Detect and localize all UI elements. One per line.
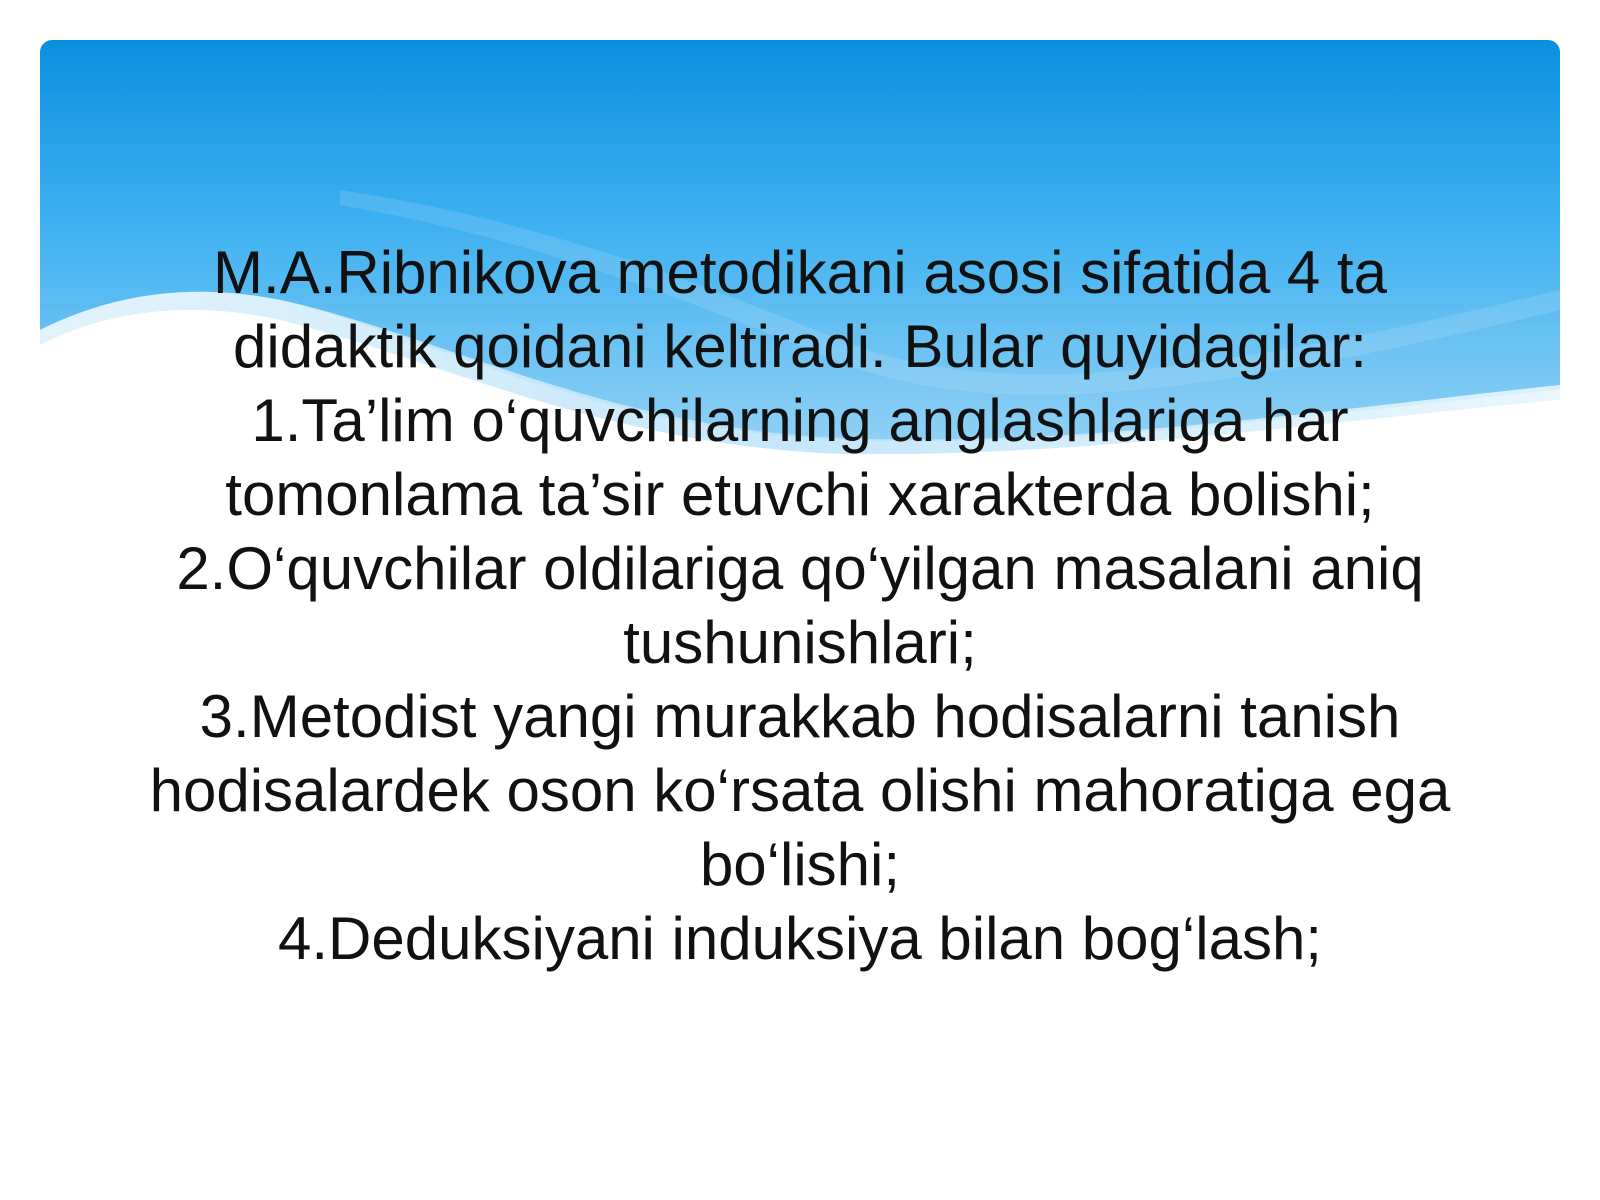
text-line: hodisalardek oson ko‘rsata olishi mahoratiga ega <box>149 757 1451 824</box>
text-line: 2.O‘quvchilar oldilariga qo‘yilgan masalani aniq <box>176 535 1424 602</box>
text-line: M.A.Ribnikova metodikani asosi sifatida 4 ta <box>213 239 1387 306</box>
slide-body-text <box>110 236 1490 976</box>
text-line: 3.Metodist yangi murakkab hodisalarni tanish <box>199 683 1401 750</box>
text-line: 4.Deduksiyani induksiya bilan bog‘lash; <box>278 905 1322 972</box>
text-line: bo‘lishi; <box>699 831 901 898</box>
text-line: 1.Ta’lim o‘quvchilarning anglashlariga har <box>251 387 1349 454</box>
text-line: tushunishlari; <box>623 609 977 676</box>
text-line: tomonlama ta’sir etuvchi xarakterda bolishi; <box>225 461 1375 528</box>
text-line: didaktik qoidani keltiradi. Bular quyidagilar: <box>233 313 1367 380</box>
